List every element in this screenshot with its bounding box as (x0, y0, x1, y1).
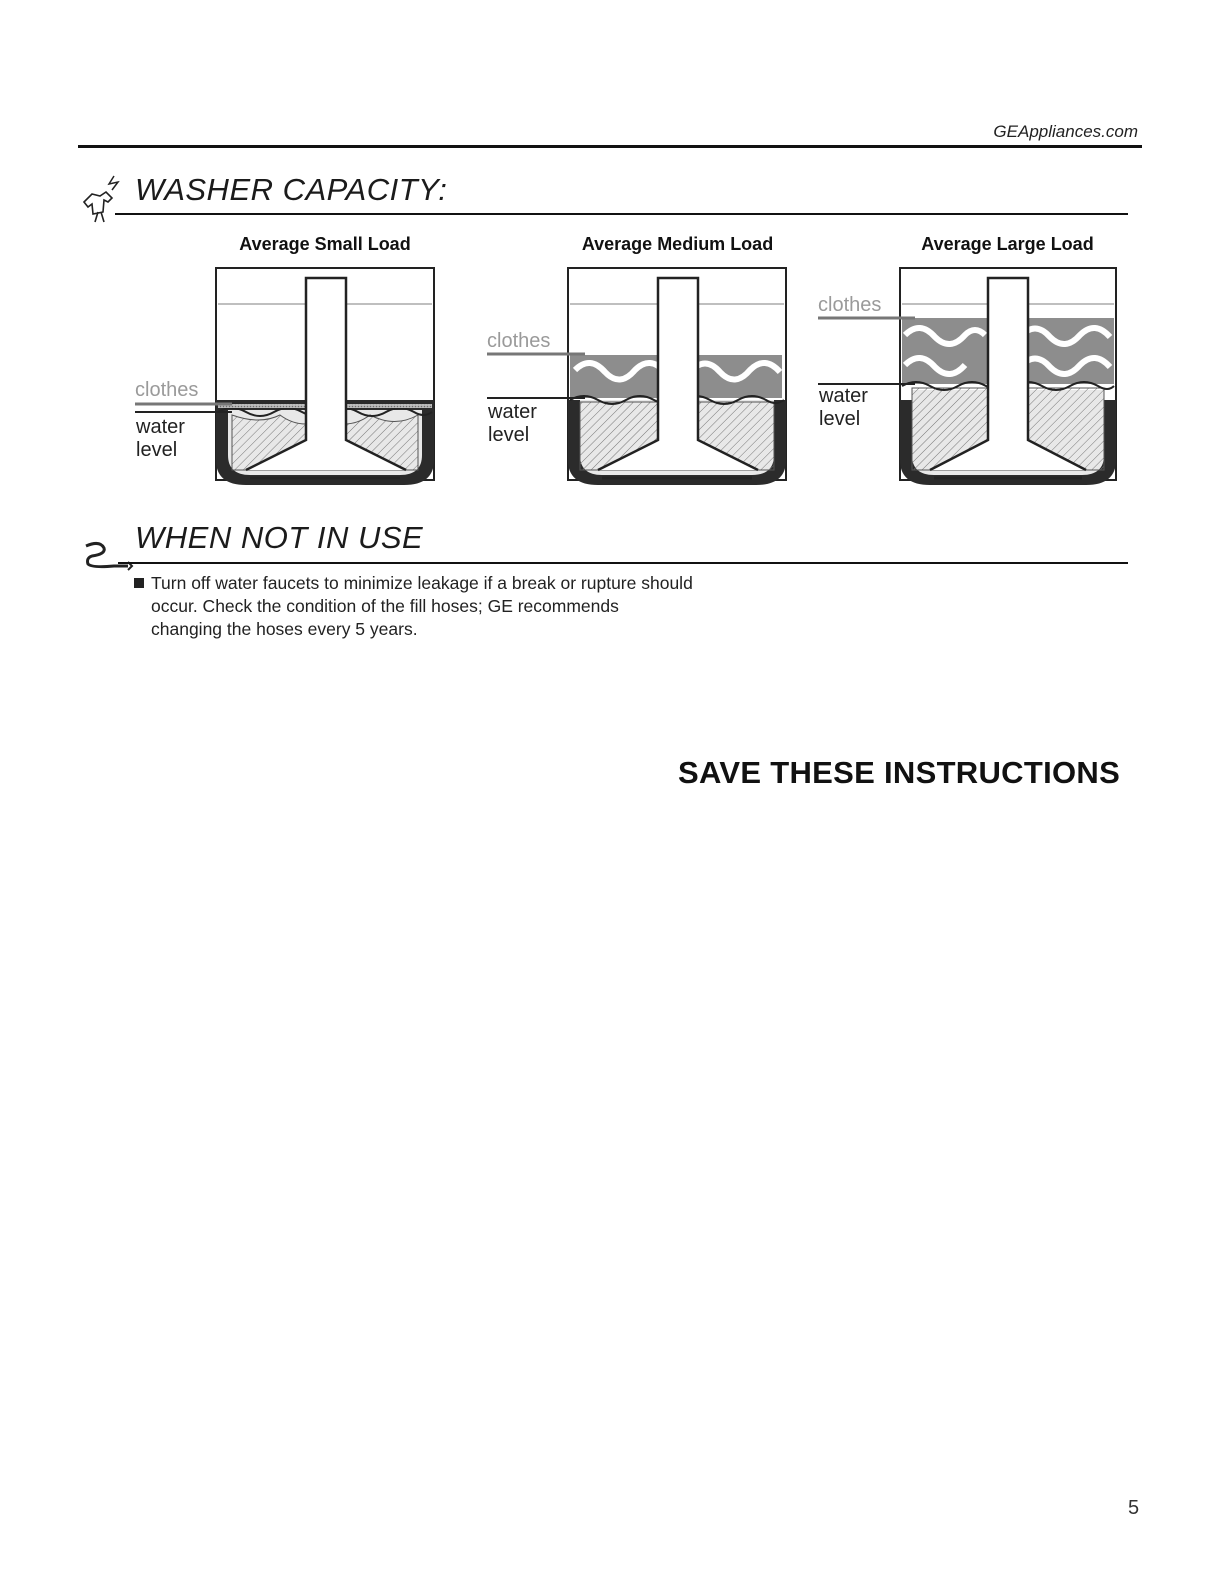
washer-tub-small (216, 268, 434, 485)
list-item (134, 572, 694, 641)
bullet-square-icon (134, 578, 144, 588)
bullet-list (134, 572, 694, 641)
callout-clothes-small: clothes (135, 379, 199, 401)
section-rule (118, 562, 1128, 564)
callout-clothes-large: clothes (818, 294, 882, 316)
callout-water-level-large: water level (819, 385, 868, 430)
save-instructions-heading: SAVE THESE INSTRUCTIONS (678, 755, 1121, 790)
load-label-medium: Average Medium Load (581, 234, 774, 254)
washer-tub-large (900, 268, 1116, 485)
callout-water-level-medium: water level (488, 401, 537, 446)
load-label-small: Average Small Load (239, 234, 411, 254)
section-title-when-not-in-use: WHEN NOT IN USE (135, 520, 424, 555)
washer-tub-medium (568, 268, 786, 485)
callout-clothes-medium: clothes (487, 330, 551, 352)
page-number: 5 (1128, 1497, 1140, 1519)
callout-water-level-small: water level (136, 416, 185, 461)
site-url: GEAppliances.com (993, 122, 1138, 141)
bullet-text: Turn off water faucets to minimize leakage if a break or rupture should occur. Check the condition of the fill hoses; GE recommends changing the hoses every 5 years. (151, 573, 693, 639)
section-title-washer-capacity: WASHER CAPACITY: (135, 172, 448, 207)
hose-icon (78, 536, 138, 576)
load-label-large: Average Large Load (921, 234, 1094, 254)
